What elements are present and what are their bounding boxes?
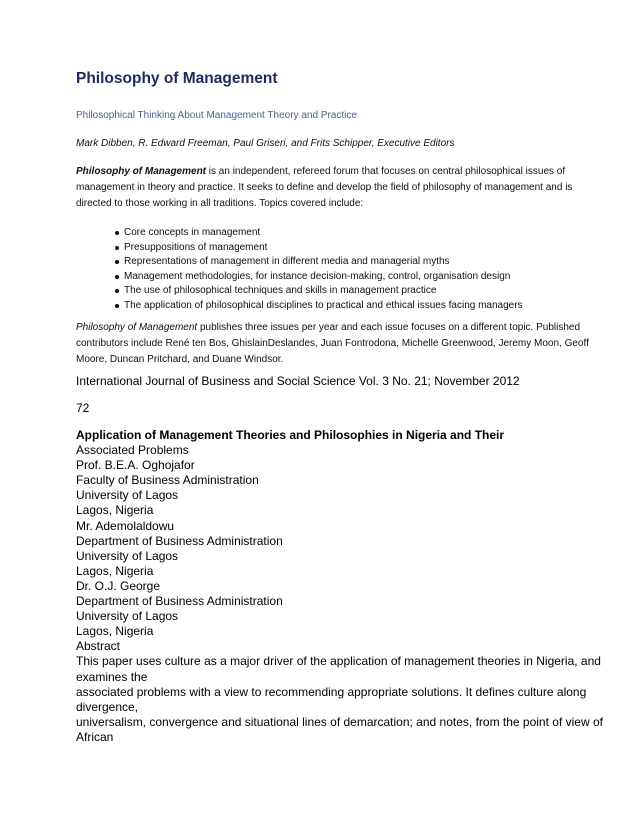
bullet-icon <box>115 260 119 264</box>
page-subtitle: Philosophical Thinking About Management Theory and Practice <box>76 110 357 121</box>
publishing-line-1 <box>76 320 581 336</box>
article-line: University of Lagos <box>76 488 179 503</box>
abstract-line: This paper uses culture as a major driver of the application of management theories in Nigeria, and <box>76 654 601 669</box>
editors-line: Mark Dibben, R. Edward Freeman, Paul Griseri, and Frits Schipper, Executive Editors <box>76 138 455 149</box>
intro-lead: Philosophy of Management <box>76 166 207 177</box>
article-line: Lagos, Nigeria <box>76 563 154 578</box>
list-item-text: Management methodologies, for instance decision-making, control, organisation design <box>124 270 511 282</box>
page-number: 72 <box>76 401 90 415</box>
bullet-icon <box>115 275 119 279</box>
article-line: University of Lagos <box>76 548 179 563</box>
article-line: Faculty of Business Administration <box>76 473 259 488</box>
intro-line-3: directed to those working in all traditions. Topics covered include: <box>76 198 364 209</box>
article-title: Application of Management Theories and Philosophies in Nigeria and Their <box>76 428 505 442</box>
intro-line-2: management in theory and practice. It seeks to define and develop the field of philosophy of management and is <box>76 182 573 193</box>
bullet-icon <box>115 289 119 293</box>
list-item-text: Core concepts in management <box>124 227 261 238</box>
publishing-line-3: Moore, Duncan Pritchard, and Duane Windsor. <box>76 354 284 365</box>
bullet-icon <box>115 304 119 308</box>
publishing-line-1-rest: publishes three issues per year and each issue focuses on a different topic. Published <box>197 322 581 333</box>
abstract-line: associated problems with a view to recommending appropriate solutions. It defines culture along <box>76 684 587 699</box>
intro-line-1-rest: is an independent, refereed forum that focuses on central philosophical issues of <box>206 166 566 177</box>
publishing-paragraph <box>76 320 589 368</box>
abstract-line: universalism, convergence and situational lines of demarcation; and notes, from the point of view of <box>76 714 603 729</box>
bullet-icon <box>115 246 119 250</box>
topics-list <box>115 226 523 314</box>
list-item <box>115 299 523 314</box>
list-item <box>115 255 523 270</box>
list-item <box>115 226 523 241</box>
article-line: Lagos, Nigeria <box>76 624 154 639</box>
intro-paragraph <box>76 164 576 212</box>
publishing-line-2: contributors include René ten Bos, GhislainDeslandes, Juan Fontrodona, Michelle Greenwood, Jeremy Moon, Geoff <box>76 338 589 349</box>
article-line: Department of Business Administration <box>76 533 283 548</box>
article-line: Prof. B.E.A. Oghojafor <box>76 458 195 473</box>
abstract-line: examines the <box>76 669 148 684</box>
article-line: Mr. Ademolaldowu <box>76 518 175 533</box>
article-line: Dr. O.J. George <box>76 578 161 593</box>
article-body <box>76 428 603 745</box>
list-item <box>115 284 523 299</box>
intro-line-1 <box>76 164 576 180</box>
abstract-line: divergence, <box>76 699 139 714</box>
page-title: Philosophy of Management <box>76 70 278 87</box>
article-line: Lagos, Nigeria <box>76 503 154 518</box>
list-item-text: Representations of management in different media and managerial myths <box>124 256 450 268</box>
journal-line: International Journal of Business and Social Science Vol. 3 No. 21; November 2012 <box>76 374 520 388</box>
article-line: University of Lagos <box>76 609 179 624</box>
abstract-line: African <box>76 729 114 744</box>
list-item-text: The application of philosophical disciplines to practical and ethical issues facing managers <box>124 299 523 311</box>
list-item-text: Presuppositions of management <box>124 241 268 253</box>
publishing-lead: Philosophy of Management <box>76 322 198 333</box>
list-item-text: The use of philosophical techniques and skills in management practice <box>124 285 437 297</box>
article-line: Associated Problems <box>76 443 189 458</box>
list-item <box>115 241 523 256</box>
list-item <box>115 270 523 285</box>
abstract-heading: Abstract <box>76 639 121 654</box>
bullet-icon <box>115 231 119 235</box>
article-line: Department of Business Administration <box>76 594 283 609</box>
